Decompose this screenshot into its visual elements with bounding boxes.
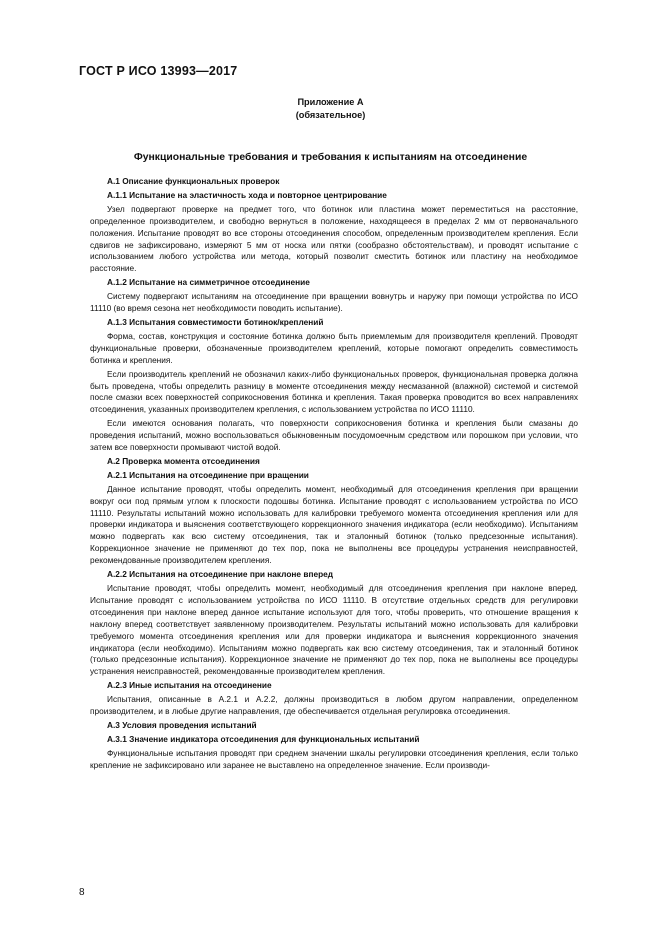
section-heading: А.3.1 Значение индикатора отсоединения для функциональных испытаний <box>107 733 420 744</box>
paragraph: Если имеются основания полагать, что поверхности соприкосновения ботинка и крепления были смазаны до проведения испытаний, можно воспользоваться обыкновенным посудомоечным средством или порошком при условии, что затем все поверхности промывают чистой водой. <box>90 418 578 453</box>
paragraph: Функциональные испытания проводят при среднем значении шкалы регулировки отсоединения крепления, если только крепление не зафиксировано или заранее не выставлено на определенное значение. Если производи- <box>90 747 578 770</box>
section-heading: А.3 Условия проведения испытаний <box>107 719 257 730</box>
section-heading: А.1.3 Испытания совместимости ботинок/креплений <box>107 316 324 327</box>
paragraph: Форма, состав, конструкция и состояние ботинка должно быть приемлемым для производителя креплений. Проводят функциональные проверки, обозначенные производителем креплений, которые помогают определить совместимость ботинка и крепления. <box>90 330 578 365</box>
section-heading: А.1 Описание функциональных проверок <box>107 176 280 186</box>
document-body <box>90 176 578 774</box>
paragraph: Испытание проводят, чтобы определить момент, необходимый для отсоединения крепления при наклоне вперед. Испытание проводят с использованием устройства по ИСО 11110. В отсутствие отдельных средств для регулировки отсоединения при наклоне вперед данное испытание используют для того, чтобы проверить, что отношение вращения к наклону вперед соответствует заявленному производителем. Результаты испытаний можно использовать для калибровки требуемого момента отсоединения крепления или для проверки индикатора и выяснения коррекционного значения индикатора (если необходимо). Испытаниям можно подвергать как всю систему отсоединения, так и эталонный ботинок (только предсезонные испытания). Коррекционное значение не применяют до тех пор, пока не выполнены все процедуры устранения неисправностей, рекомендованные производителем крепления. <box>90 583 578 677</box>
paragraph: Данное испытание проводят, чтобы определить момент, необходимый для отсоединения крепления при вращении вокруг оси под прямым углом к плоскости подошвы ботинка. Испытание проводят с использованием устройства по ИСО 11110. Результаты испытаний можно использовать для калибровки требуемого момента отсоединения крепления или для проверки индикатора и выяснения соответствующего коррекционного значения индикатора (если необходимо). Испытаниям можно подвергать как всю систему отсоединения, так и эталонный ботинок (только предсезонные испытания). Коррекционное значение не применяют до тех пор, пока не выполнены все процедуры устранения неисправностей, рекомендованные производителем крепления. <box>90 483 578 566</box>
section-heading: А.2.1 Испытания на отсоединение при вращении <box>107 469 309 480</box>
annex-status: (обязательное) <box>295 110 366 120</box>
annex-title: Приложение А <box>297 97 364 107</box>
page-number: 8 <box>79 887 85 898</box>
section-heading: А.2 Проверка момента отсоединения <box>107 455 260 466</box>
annex-heading: Функциональные требования и требования к испытаниям на отсоединение <box>133 152 528 163</box>
paragraph: Систему подвергают испытаниям на отсоединение при вращении вовнутрь и наружу при помощи устройства по ИСО 11110 (во время сезона нет необходимости поводить испытание). <box>90 291 578 314</box>
document-id-header: ГОСТ Р ИСО 13993—2017 <box>79 64 238 78</box>
section-heading: А.1.1 Испытание на эластичность хода и повторное центрирование <box>107 189 387 200</box>
section-heading: А.1.2 Испытание на симметричное отсоединение <box>107 277 310 288</box>
paragraph: Испытания, описанные в А.2.1 и А.2.2, должны производиться в любом другом направлении, определенном производителем, и в любые другие направления, где обеспечивается отдельная регулировка отсоединения. <box>90 694 578 717</box>
paragraph: Если производитель креплений не обозначил каких-либо функциональных проверок, функциональная проверка должна быть проведена, чтобы определить разницу в моменте отсоединения между несмазанной (влажной) системой и системой после смазки всех поверхностей соприкосновения ботинка и крепления. Такая проверка проводится во всех направлениях отсоединения, указанных производителем крепления, с использованием устройства по ИСО 11110. <box>90 368 578 415</box>
section-heading: А.2.2 Испытания на отсоединение при наклоне вперед <box>107 569 334 580</box>
paragraph: Узел подвергают проверке на предмет того, что ботинок или пластина может переместиться на расстояние, определенное производителем, и свободно вернуться в положение, находящееся в пределах 2 мм от первоначального положения. Испытание проводят во все стороны отсоединения способом, определенным производителем крепления. Если сдвигов не зафиксировано, измеряют 5 мм от носка или пятки (сообразно обстоятельствам), и проводят испытание с использованием любого устройства или метода, который позволит сместить ботинок или пластину на необходимое расстояние. <box>90 203 578 274</box>
section-heading: А.2.3 Иные испытания на отсоединение <box>107 680 272 691</box>
